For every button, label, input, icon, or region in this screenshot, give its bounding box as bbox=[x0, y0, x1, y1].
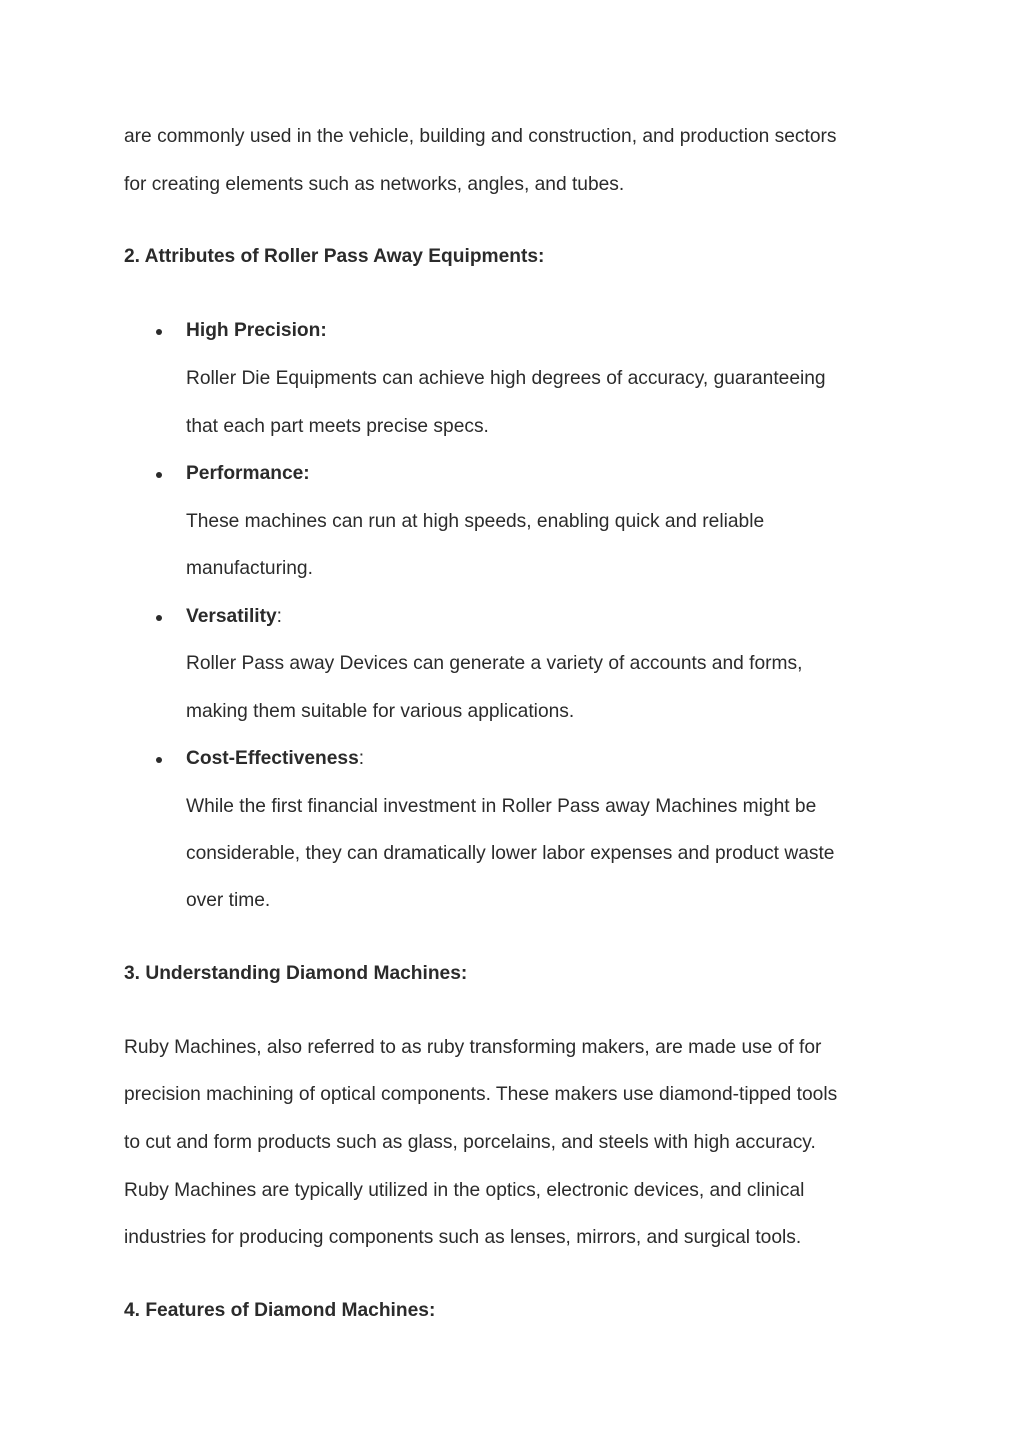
bullet-icon bbox=[156, 615, 162, 621]
list-item-text: over time. bbox=[186, 890, 271, 911]
bullet-icon bbox=[156, 757, 162, 763]
list-item-text: These machines can run at high speeds, enabling quick and reliable bbox=[186, 511, 765, 532]
list-item-title bbox=[186, 463, 310, 485]
list-item-title bbox=[186, 320, 327, 342]
section-2-heading: 2. Attributes of Roller Pass Away Equipments: bbox=[124, 246, 545, 267]
section-3-heading: 3. Understanding Diamond Machines: bbox=[124, 963, 468, 984]
list-item-text: Roller Die Equipments can achieve high degrees of accuracy, guaranteeing bbox=[186, 368, 826, 389]
item-title-suffix: : bbox=[358, 748, 365, 769]
list-item-title bbox=[186, 748, 364, 770]
list-item-text: Roller Pass away Devices can generate a variety of accounts and forms, bbox=[186, 653, 803, 674]
item-title-performance: Performance: bbox=[186, 463, 310, 484]
item-title-versatility: Versatility bbox=[186, 606, 277, 627]
bullet-icon bbox=[156, 329, 162, 335]
item-title-high-precision: High Precision: bbox=[186, 320, 327, 341]
item-title-suffix: : bbox=[276, 606, 283, 627]
item-title-cost-effectiveness: Cost-Effectiveness bbox=[186, 748, 359, 769]
paragraph-line: industries for producing components such as lenses, mirrors, and surgical tools. bbox=[124, 1227, 802, 1248]
list-item-text: considerable, they can dramatically lower labor expenses and product waste bbox=[186, 843, 835, 864]
list-item-text: making them suitable for various applications. bbox=[186, 701, 575, 722]
list-item-text: While the first financial investment in Roller Pass away Machines might be bbox=[186, 796, 817, 817]
list-item-text: manufacturing. bbox=[186, 558, 313, 579]
paragraph-line: precision machining of optical components. These makers use diamond-tipped tools bbox=[124, 1084, 838, 1105]
intro-line-1: are commonly used in the vehicle, building and construction, and production sectors bbox=[124, 126, 837, 147]
list-item-title bbox=[186, 606, 282, 628]
paragraph-line: to cut and form products such as glass, porcelains, and steels with high accuracy. bbox=[124, 1132, 816, 1153]
list-item-text: that each part meets precise specs. bbox=[186, 416, 489, 437]
intro-line-2: for creating elements such as networks, angles, and tubes. bbox=[124, 174, 625, 195]
section-4-heading: 4. Features of Diamond Machines: bbox=[124, 1300, 436, 1321]
bullet-icon bbox=[156, 472, 162, 478]
paragraph-line: Ruby Machines are typically utilized in the optics, electronic devices, and clinical bbox=[124, 1180, 805, 1201]
paragraph-line: Ruby Machines, also referred to as ruby transforming makers, are made use of for bbox=[124, 1037, 822, 1058]
